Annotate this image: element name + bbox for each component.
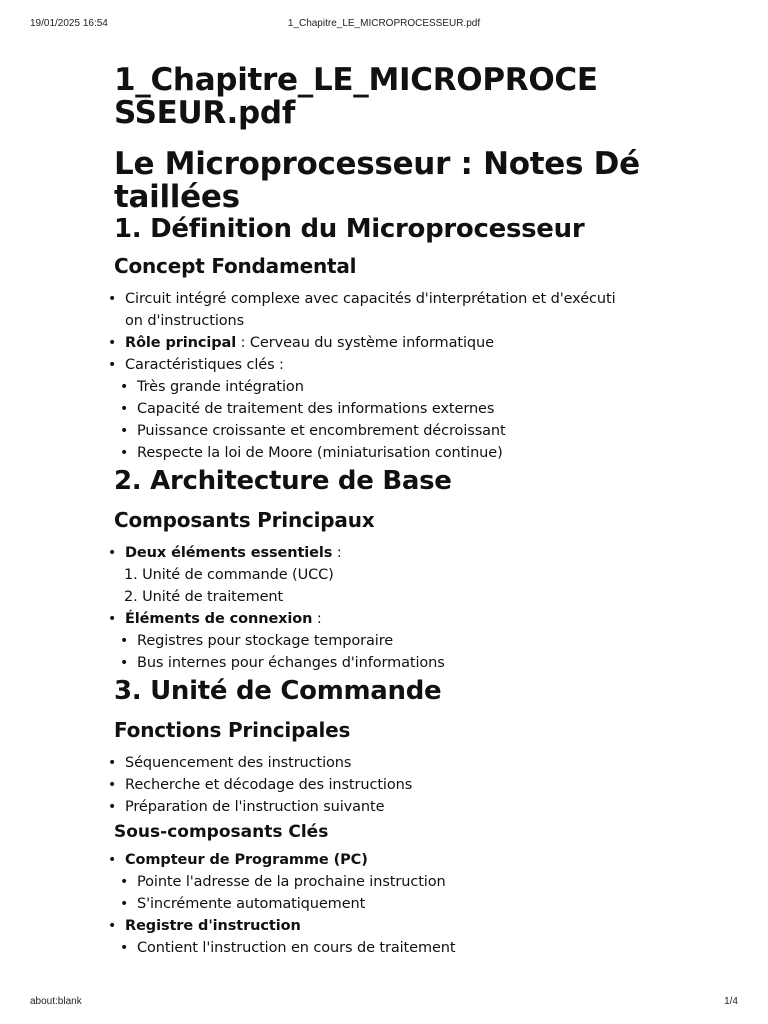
sub-list-item: • Capacité de traitement des informations externes	[114, 398, 674, 420]
section-3-components-list	[114, 849, 674, 959]
section-3-subheading: Fonctions Principales	[114, 718, 351, 742]
sub-list-item: • S'incrémente automatiquement	[114, 893, 674, 915]
section-1-list	[114, 288, 674, 464]
list-item-bold: Compteur de Programme (PC)	[125, 852, 368, 868]
file-title-line1: 1_Chapitre_LE_MICROPROCE	[114, 62, 598, 98]
print-filename: 1_Chapitre_LE_MICROPROCESSEUR.pdf	[287, 18, 481, 29]
list-item-text: :	[332, 545, 342, 561]
print-date: 19/01/2025 16:54	[30, 18, 108, 29]
sub-list-item: • Bus internes pour échanges d'informations	[114, 652, 674, 674]
document-title-line2: taillées	[114, 179, 240, 215]
numbered-item: 2. Unité de traitement	[124, 589, 284, 605]
list-item-line1: • Circuit intégré complexe avec capacités d'interprétation et d'exécuti	[125, 291, 616, 307]
document-body	[114, 64, 674, 959]
section-2-list	[114, 542, 674, 674]
sub-list-item: • Respecte la loi de Moore (miniaturisation continue)	[114, 442, 674, 464]
numbered-item: 1. Unité de commande (UCC)	[124, 567, 334, 583]
sub-list-item: • Très grande intégration	[114, 376, 674, 398]
file-title-line2: SSEUR.pdf	[114, 95, 295, 131]
sub-list-item: • Puissance croissante et encombrement décroissant	[114, 420, 674, 442]
file-title	[114, 64, 674, 130]
list-item	[114, 288, 674, 332]
list-item	[114, 332, 674, 354]
print-url: about:blank	[30, 996, 82, 1007]
list-item-line2: on d'instructions	[125, 313, 245, 329]
page-number: 1/4	[724, 996, 738, 1007]
document-title-line1: Le Microprocesseur : Notes Dé	[114, 146, 640, 182]
sub-list-item: • Registres pour stockage temporaire	[114, 630, 674, 652]
list-item-bold: Rôle principal	[125, 335, 237, 351]
list-item	[114, 608, 674, 630]
section-3-list	[114, 752, 674, 818]
list-item: • Séquencement des instructions	[114, 752, 674, 774]
list-item-bold: Deux éléments essentiels	[125, 545, 333, 561]
section-2-heading: 2. Architecture de Base	[114, 466, 452, 496]
list-item: • Préparation de l'instruction suivante	[114, 796, 674, 818]
list-item-text: : Cerveau du système informatique	[236, 335, 494, 351]
list-item	[114, 915, 674, 937]
section-1-heading: 1. Définition du Microprocesseur	[114, 214, 585, 244]
list-item	[114, 542, 674, 564]
list-item	[114, 849, 674, 871]
list-item: • Caractéristiques clés :	[114, 354, 674, 376]
sub-list-item: • Contient l'instruction en cours de traitement	[114, 937, 674, 959]
section-3-heading: 3. Unité de Commande	[114, 676, 442, 706]
list-item-bold: Registre d'instruction	[125, 918, 301, 934]
section-1-subheading: Concept Fondamental	[114, 254, 357, 278]
list-item-bold: Éléments de connexion	[125, 611, 313, 627]
sub-list-item: • Pointe l'adresse de la prochaine instruction	[114, 871, 674, 893]
document-title	[114, 148, 674, 214]
list-item: • Recherche et décodage des instructions	[114, 774, 674, 796]
section-2-subheading: Composants Principaux	[114, 508, 375, 532]
section-3-subheading-2: Sous-composants Clés	[114, 822, 329, 842]
list-item-text: :	[312, 611, 322, 627]
